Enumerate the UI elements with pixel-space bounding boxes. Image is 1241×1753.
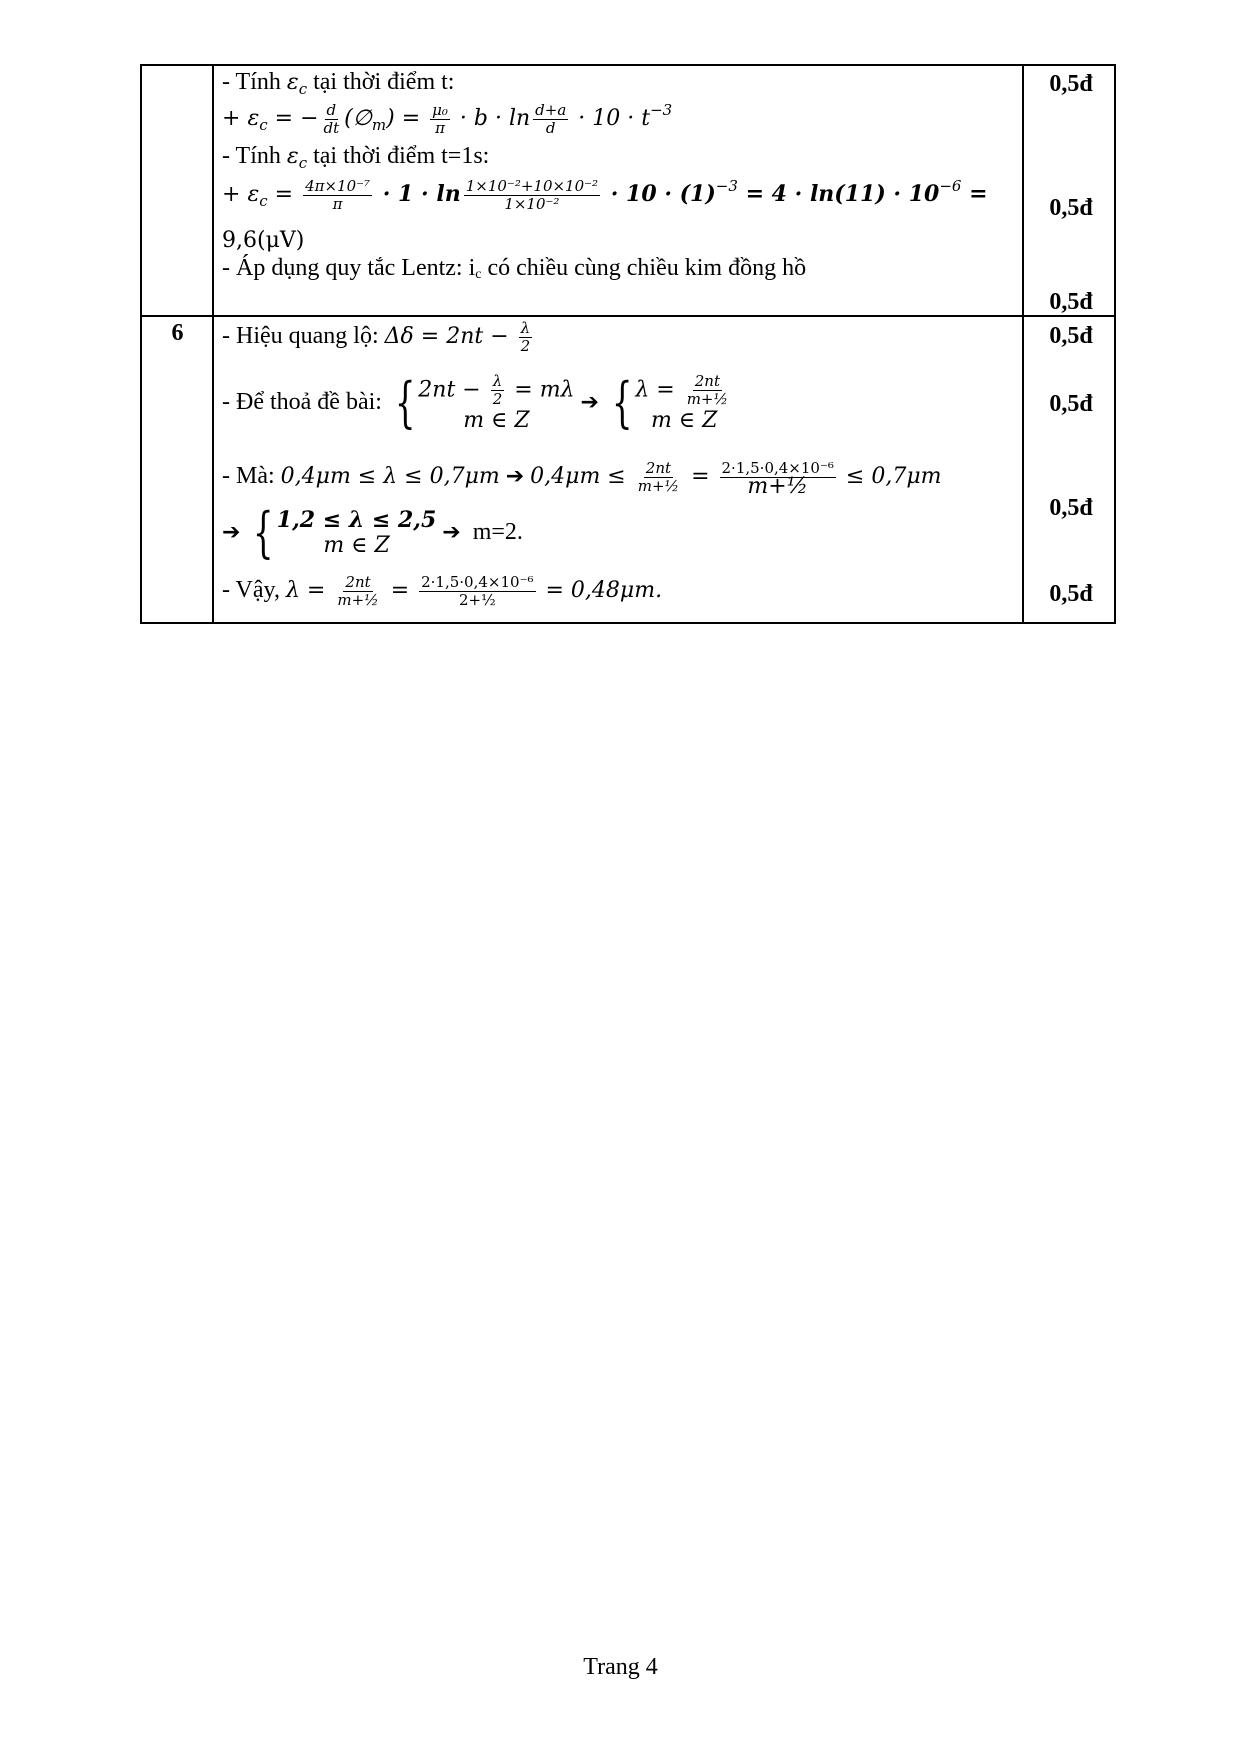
equation-system: 2nt − $\frac{\lambda}{2}$ = mλ m ∈ Z xyxy=(418,371,575,433)
arrow-right-icon: ➔ xyxy=(505,464,525,490)
question-number: 6 xyxy=(171,320,184,346)
answer-table xyxy=(140,64,1116,624)
score-value: 0,5đ xyxy=(1049,71,1093,97)
step-line: ➔ { 1,2 ≤ λ ≤ 2,5 m ∈ Z ➔ m=2. xyxy=(222,501,523,565)
fraction: $\frac{d+a}{d}$ xyxy=(535,100,567,137)
fraction: $\frac{\text{1×10⁻²+10×10⁻²}}{\text{1×10⁻²}}$ xyxy=(465,176,599,213)
step-line: - Hiệu quang lộ: Δδ = 2nt − $\frac{\lambda}{2}$ xyxy=(222,319,531,355)
arrow-right-icon: ➔ xyxy=(442,520,461,545)
fraction: $\frac{d}{dt}$ xyxy=(323,100,340,137)
fraction: $\frac{\text{μ₀}}{\pi}$ xyxy=(432,100,448,137)
score-value: 0,5đ xyxy=(1049,495,1093,521)
score-value: 0,5đ xyxy=(1049,195,1093,221)
equation-system: 1,2 ≤ λ ≤ 2,5 m ∈ Z xyxy=(276,507,437,559)
equation-system: λ = $\frac{2nt}{\text{m+½}}$ m ∈ Z xyxy=(635,371,729,433)
arrow-right-icon: ➔ xyxy=(580,390,599,415)
row-divider xyxy=(142,315,1114,317)
fraction: $\frac{\text{2·1,5·0,4×10⁻⁶}}{\text{m+½}}$ xyxy=(721,459,834,499)
fraction: $\frac{\lambda}{2}$ xyxy=(520,319,531,355)
step-line: - Tính $\varepsilon_c$ tại thời điểm t=1s: xyxy=(222,143,490,172)
left-brace-icon: { xyxy=(394,371,416,435)
score-value: 0,5đ xyxy=(1049,289,1093,315)
fraction: $\frac{\text{2·1,5·0,4×10⁻⁶}}{\text{2+½}}$ xyxy=(421,573,534,609)
fraction: $\frac{\text{4π×10⁻⁷}}{\pi}$ xyxy=(305,176,371,213)
formula-line: + $\varepsilon_c$ = − $\frac{d}{dt}$ $(\emptyset_m)$ = $\frac{\text{μ₀}}{\pi}$ · b · ln $\frac{d+a}{d}$ · $10 \cdot t^{-3}$ xyxy=(222,100,673,137)
formula-line: + $\varepsilon_c$ = $\frac{\text{4π×10⁻⁷}}{\pi}$ · 1 · ln $\frac{\text{1×10⁻²+10×10⁻²}}{\text{1×10⁻²}}$ · $10 \cdot (1)^{-3} = 4 \cdot \ln(11) \cdot 10^{-6}$ = xyxy=(222,176,988,213)
fraction: $\frac{2nt}{\text{m+½}}$ xyxy=(337,573,379,609)
step-line: - Mà: 0,4μm ≤ λ ≤ 0,7μm ➔ 0,4μm ≤ $\frac{2nt}{\text{m+½}}$ = $\frac{\text{2·1,5·0,4×10⁻⁶}}{\text{m+½}}$ ≤ 0,7μm xyxy=(222,459,942,499)
score-value: 0,5đ xyxy=(1049,323,1093,349)
score-value: 0,5đ xyxy=(1049,581,1093,607)
page-footer: Trang 4 xyxy=(583,1654,658,1680)
left-brace-icon: { xyxy=(253,501,274,565)
arrow-right-icon: ➔ xyxy=(222,520,241,545)
column-divider-score xyxy=(1022,66,1024,622)
step-line: - Vậy, λ = $\frac{2nt}{\text{m+½}}$ = $\frac{\text{2·1,5·0,4×10⁻⁶}}{\text{2+½}}$ = 0,48μm. xyxy=(222,573,663,609)
result-line: 9,6(μV) xyxy=(222,228,305,253)
score-value: 0,5đ xyxy=(1049,391,1093,417)
step-line: - Để thoả đề bài: { 2nt − $\frac{\lambda}{2}$ = mλ m ∈ Z ➔ { λ = $\frac{2nt}{\text{m+½}}$ m ∈ Z xyxy=(222,372,733,434)
fraction: $\frac{2nt}{\text{m+½}}$ xyxy=(637,459,680,495)
step-line: - Tính $\varepsilon_c$ tại thời điểm t: xyxy=(222,69,455,98)
left-brace-icon: { xyxy=(611,371,633,435)
step-line: - Áp dụng quy tắc Lentz: $i_c$ có chiều cùng chiều kim đồng hồ xyxy=(222,255,807,282)
